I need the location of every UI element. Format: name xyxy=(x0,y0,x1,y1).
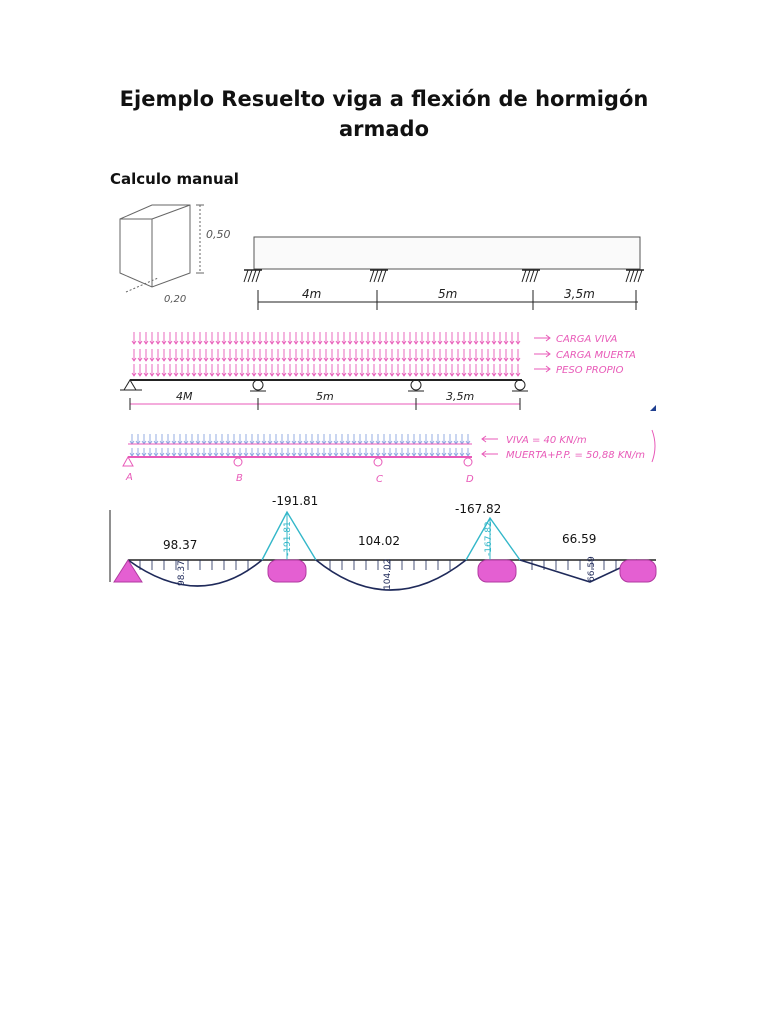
span-label-3b: 3,5m xyxy=(446,390,475,403)
moment-vertical-support-c: -167.82 xyxy=(484,521,494,556)
document-title: Ejemplo Resuelto viga a flexión de hormigón armado xyxy=(119,87,649,141)
moment-label-support-b: -191.81 xyxy=(272,494,319,508)
span-label-1b: 4M xyxy=(176,390,193,403)
moment-vertical-span-bc: 104.02 xyxy=(383,558,393,590)
moment-vertical-span-cd: 66.59 xyxy=(587,556,597,582)
load-label-live: CARGA VIVA xyxy=(556,334,618,345)
span-label-2b: 5m xyxy=(316,390,334,403)
moment-label-span-bc: 104.02 xyxy=(358,534,400,548)
moment-vertical-support-b: -191.81 xyxy=(283,521,293,556)
support-label-a: A xyxy=(126,472,133,483)
moment-label-support-c: -167.82 xyxy=(455,502,502,516)
dead-load-value: MUERTA+P.P. = 50,88 KN/m xyxy=(506,450,645,461)
load-label-selfweight: PESO PROPIO xyxy=(556,365,624,376)
section-width-label: 0,20 xyxy=(164,294,187,305)
section-height-label: 0,50 xyxy=(206,228,231,241)
load-label-dead: CARGA MUERTA xyxy=(556,350,636,361)
moment-label-span-cd: 66.59 xyxy=(562,532,597,546)
span-label-1: 4m xyxy=(302,287,322,301)
support-label-b: B xyxy=(236,473,243,484)
support-label-d: D xyxy=(466,474,474,485)
support-label-c: C xyxy=(376,474,383,485)
moment-label-span-ab: 98.37 xyxy=(163,538,198,552)
beam-section-sketch xyxy=(120,205,204,292)
section-heading: Calculo manual xyxy=(110,170,239,188)
live-load-value: VIVA = 40 KN/m xyxy=(506,435,587,446)
moment-vertical-span-ab: 98.37 xyxy=(177,560,187,586)
span-label-3: 3,5m xyxy=(564,287,595,301)
span-label-2: 5m xyxy=(438,287,458,301)
